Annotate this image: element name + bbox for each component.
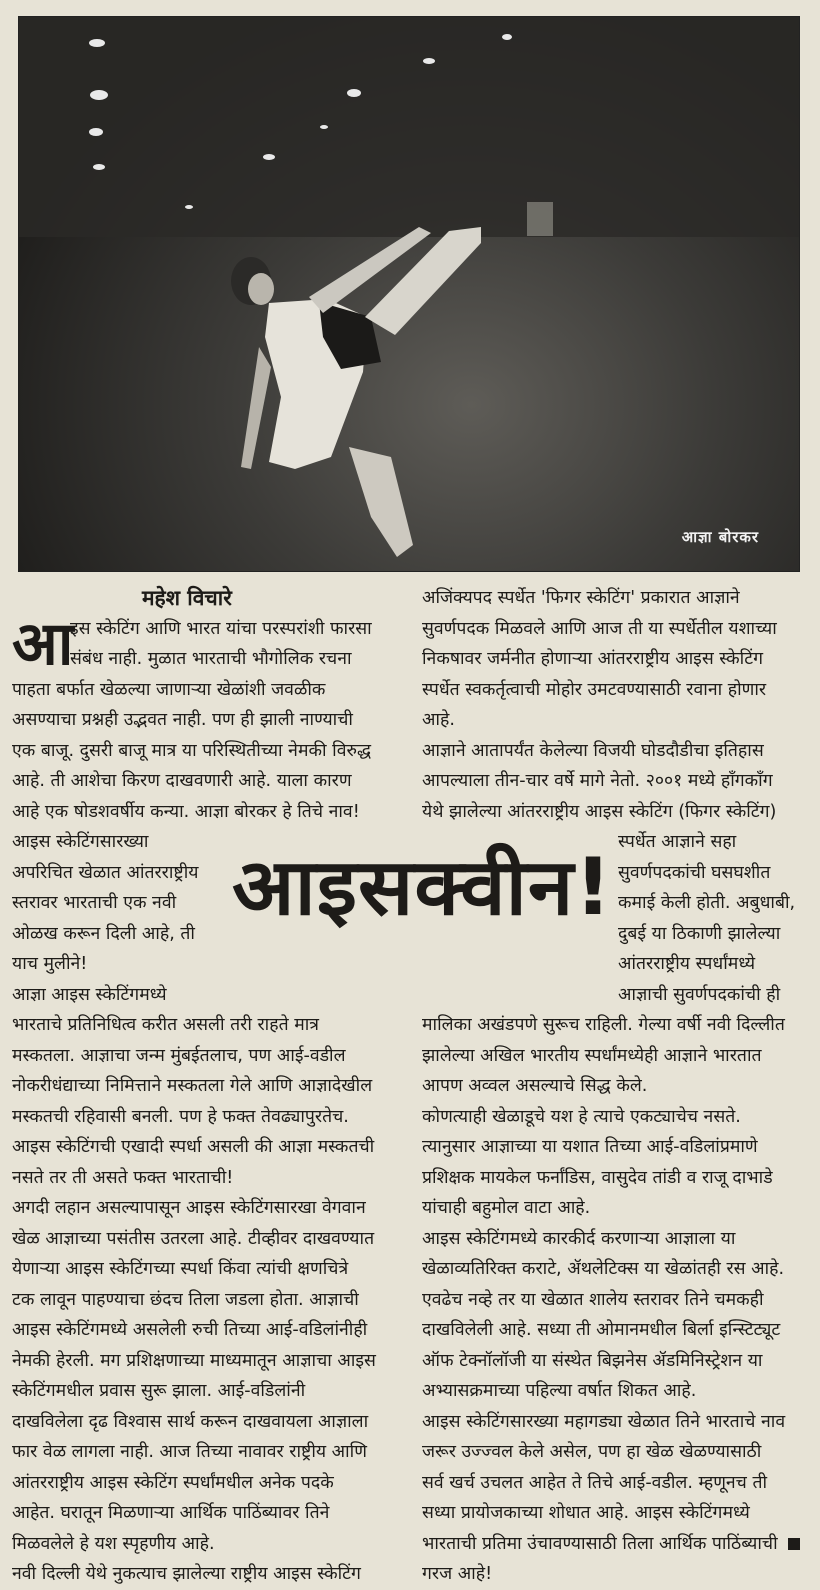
article-line: आहेत. घरातून मिळणाऱ्या आर्थिक पाठिंब्यावर तिने [12, 1503, 330, 1523]
article-line: सध्या प्रायोजकाच्या शोधात आहे. आइस स्केटिंगमध्ये [422, 1503, 750, 1523]
article-line: येथे झालेल्या आंतरराष्ट्रीय आइस स्केटिंग (फिगर स्केटिंग) [422, 801, 777, 822]
article-line: आइस स्केटिंगमध्ये असलेली रुची तिच्या आई-वडिलांनीही [12, 1320, 368, 1340]
article-line: स्केटिंगमधील प्रवास सुरू झाला. आई-वडिलांनी [12, 1381, 306, 1401]
right-column [422, 583, 812, 1590]
article-line: भारताची प्रतिमा उंचावण्यासाठी तिला आर्थिक पाठिंब्याची [422, 1533, 778, 1554]
article-line: एवढेच नव्हे तर या खेळात शालेय स्तरावर तिने चमकही [422, 1289, 764, 1310]
article-line: दुबई या ठिकाणी झालेल्या [618, 923, 781, 944]
article-line: खेळाव्यतिरिक्त कराटे, ॲथलेटिक्स या खेळांतही रस आहे. [422, 1259, 785, 1279]
article-line: आज्ञा आइस स्केटिंगमध्ये [12, 984, 167, 1005]
photo-credit: आज्ञा बोरकर [681, 528, 759, 546]
article-line: स्पर्धेत स्वकर्तृत्वाची मोहोर उमटवण्यासाठी रवाना होणार [422, 679, 767, 700]
article-line: टक लावून पाहण्याचा छंदच तिला जडला होता. आज्ञाची [12, 1289, 359, 1310]
article-line: आइस स्केटिंगमध्ये कारकीर्द करणाऱ्या आज्ञाला या [422, 1228, 736, 1249]
article-line: सुवर्णपदकांची घसघशीत [618, 862, 771, 883]
article-line: नसते तर ती असते फक्त भारताची! [12, 1167, 234, 1188]
skater-figure [231, 227, 481, 557]
article-line: आपण अव्वल असल्याचे सिद्ध केले. [422, 1076, 648, 1096]
end-of-article-mark [788, 1538, 800, 1550]
article-line: भारताचे प्रतिनिधित्व करीत असली तरी राहते मात्र [12, 1015, 319, 1035]
article-line: आहे. ती आशेचा किरण दाखवणारी आहे. याला कारण [12, 771, 352, 791]
article-line: दाखविलेला दृढ विश्वास सार्थ करून दाखवायला आज्ञाला [12, 1411, 369, 1432]
skater-photo [18, 16, 800, 572]
article-line: आज्ञाने आतापर्यंत केलेल्या विजयी घोडदौडीचा इतिहास [422, 740, 764, 761]
article-line: खेळ आज्ञाच्या पसंतीस उतरला आहे. टीव्हीवर दाखवण्यात [12, 1228, 375, 1249]
article-line: स्पर्धेत आज्ञाने सहा [618, 832, 737, 852]
article-line: आहे एक षोडशवर्षीय कन्या. आज्ञा बोरकर हे तिचे नाव! [12, 801, 360, 822]
article-line: आइस स्केटिंगसारख्या महागड्या खेळात तिने भारताचे नाव [422, 1411, 786, 1432]
article-line: अभ्यासक्रमाच्या पहिल्या वर्षात शिकत आहे. [422, 1381, 697, 1401]
article-line: सर्व खर्च उचलत आहेत ते तिचे आई-वडील. म्हणूनच ती [422, 1472, 768, 1493]
article-line: पाहता बर्फात खेळल्या जाणाऱ्या खेळांशी जवळीक [12, 679, 326, 700]
drop-cap: आ [12, 609, 74, 679]
article-line: कमाई केली होती. अबुधाबी, [618, 893, 796, 913]
headline: आइसक्वीन! [232, 843, 613, 933]
article-line: आइस स्केटिंगची एखादी स्पर्धा असली की आज्ञा मस्कतची [12, 1137, 375, 1157]
article-line: दाखविलेली आहे. सध्या ती ओमानमधील बिर्ला इन्स्टिट्यूट [422, 1320, 781, 1340]
article-line: संबंध नाही. मुळात भारताची भौगोलिक रचना [70, 649, 352, 669]
article-line: नोकरीधंद्याच्या निमित्ताने मस्कतला गेले आणि आज्ञादेखील [12, 1076, 373, 1096]
article-line: नवी दिल्ली येथे नुकत्याच झालेल्या राष्ट्रीय आइस स्केटिंग [12, 1564, 361, 1584]
article-line: आइस स्केटिंगसारख्या [12, 832, 149, 852]
byline: महेश विचारे [142, 586, 232, 610]
article-line: याच मुलीने! [12, 954, 88, 974]
article-line: अजिंक्यपद स्पर्धेत 'फिगर स्केटिंग' प्रकारात आज्ञाने [422, 588, 740, 608]
article-line: निकषावर जर्मनीत होणाऱ्या आंतरराष्ट्रीय आइस स्केटिंग [422, 649, 763, 669]
article-line: गरज आहे! [422, 1564, 493, 1584]
article-line: आहे. [422, 710, 455, 730]
article-line: यांचाही बहुमोल वाटा आहे. [422, 1198, 591, 1218]
article-line: अपरिचित खेळात आंतरराष्ट्रीय [12, 862, 199, 883]
article-line: आंतरराष्ट्रीय आइस स्केटिंग स्पर्धांमधील अनेक पदके [12, 1472, 334, 1493]
article-line: आपल्याला तीन-चार वर्षे मागे नेतो. २००१ मध्ये हाँगकाँग [422, 771, 773, 791]
article-line: मस्कतची रहिवासी बनली. पण हे फक्त तेवढ्यापुरतेच. [12, 1106, 349, 1127]
skater-illustration [19, 17, 799, 571]
article-line: आज्ञाची सुवर्णपदकांची ही [618, 984, 781, 1005]
article-line: ओळख करून दिली आहे, ती [12, 923, 195, 944]
article-line: मस्कतला. आज्ञाचा जन्म मुंबईतलाच, पण आई-वडील [12, 1045, 346, 1066]
article-line: अगदी लहान असल्यापासून आइस स्केटिंगसारखा वेगवान [12, 1198, 366, 1218]
article-line: एक बाजू. दुसरी बाजू मात्र या परिस्थितीच्या नेमकी विरुद्ध [12, 740, 372, 761]
article-line: मिळवलेले हे यश स्पृहणीय आहे. [12, 1533, 215, 1554]
article-line: कोणत्याही खेळाडूचे यश हे त्याचे एकट्याचेच नसते. [422, 1106, 741, 1127]
article-line: झालेल्या अखिल भारतीय स्पर्धांमध्येही आज्ञाने भारतात [422, 1045, 762, 1066]
article-line: त्यानुसार आज्ञाच्या या यशात तिच्या आई-वडिलांप्रमाणे [422, 1137, 758, 1157]
article-line: फार वेळ लागला नाही. आज तिच्या नावावर राष्ट्रीय आणि [12, 1442, 367, 1462]
article-line: प्रशिक्षक मायकेल फर्नांडिस, वासुदेव तांडी व राजू दाभाडे [422, 1167, 773, 1188]
article-line: मालिका अखंडपणे सुरूच राहिली. गेल्या वर्षी नवी दिल्लीत [422, 1015, 785, 1035]
article-line: स्तरावर भारताची एक नवी [12, 893, 177, 913]
article-line: येणाऱ्या आइस स्केटिंगच्या स्पर्धा किंवा त्यांची क्षणचित्रे [12, 1259, 349, 1279]
article-line: नेमकी हेरली. मग प्रशिक्षणाच्या माध्यमातून आज्ञाचा आइस [12, 1350, 376, 1371]
article-line: सुवर्णपदक मिळवले आणि आज ती या स्पर्धेतील यशाच्या [422, 618, 777, 639]
article-line: आंतरराष्ट्रीय स्पर्धांमध्ये [618, 954, 756, 974]
article-line: जरूर उज्ज्वल केले असेल, पण हा खेळ खेळण्यासाठी [422, 1442, 762, 1462]
article-line: ऑफ टेक्नॉलॉजी या संस्थेत बिझनेस ॲडमिनिस्ट्रेशन या [422, 1350, 763, 1371]
left-column [12, 583, 408, 1590]
article-line: इस स्केटिंग आणि भारत यांचा परस्परांशी फारसा [70, 618, 372, 639]
article-line: असण्याचा प्रश्नही उद्भवत नाही. पण ही झाली नाण्याची [12, 710, 353, 730]
